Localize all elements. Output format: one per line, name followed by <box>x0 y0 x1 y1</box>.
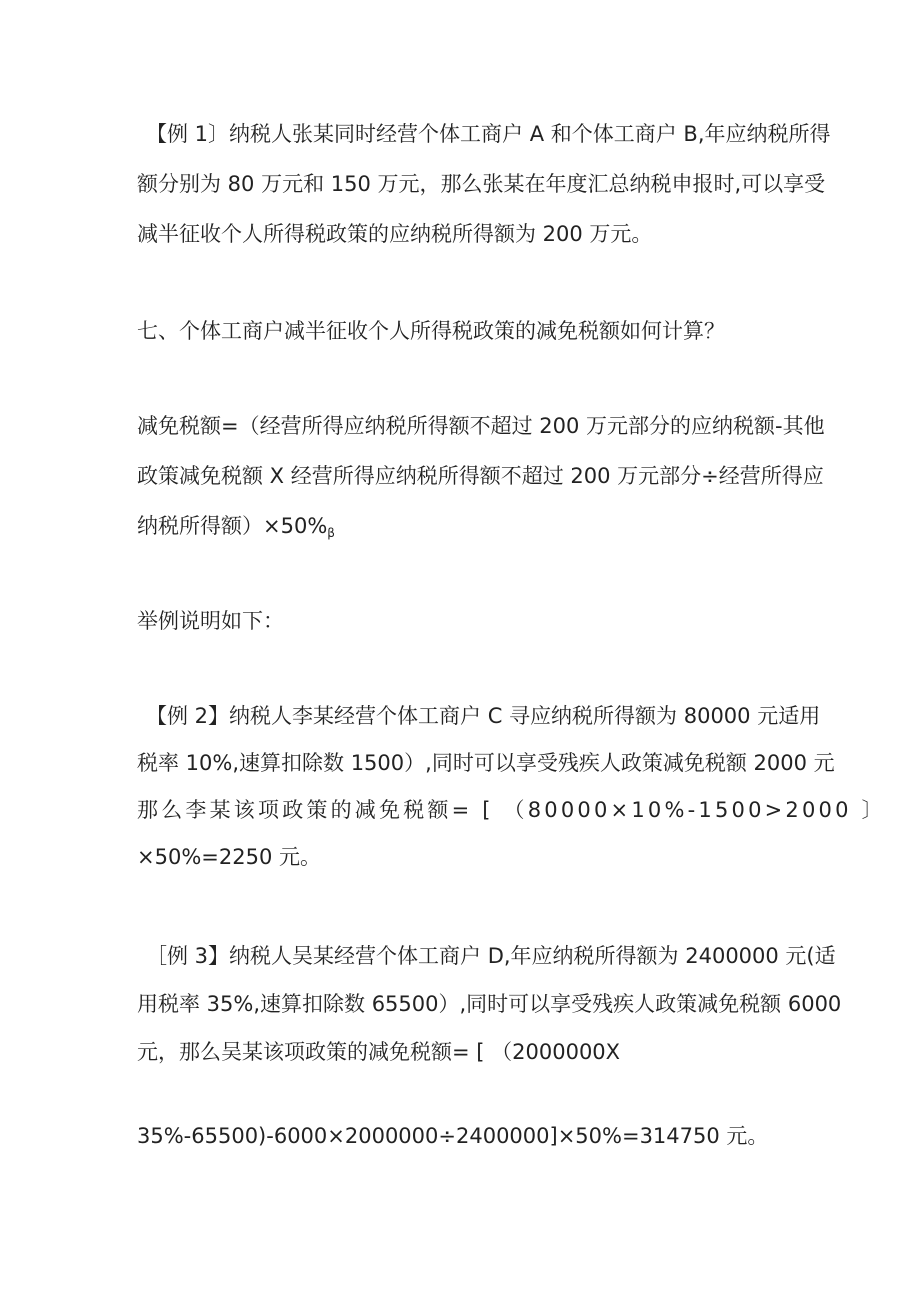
formula-line-3 <box>137 513 335 546</box>
example2-line-2: 税率 10%,速算扣除数 1500）,同时可以享受残疾人政策减免税额 2000 元 <box>137 751 835 775</box>
example1-line-2: 额分别为 80 万元和 150 万元，那么张某在年度汇总纳税申报时,可以享受 <box>137 172 826 196</box>
section-7-heading: 七、个体工商户减半征收个人所得税政策的减免税额如何计算？ <box>137 319 725 343</box>
formula-line-3-text: 纳税所得额）×50% <box>137 514 328 538</box>
example1-line-3: 减半征收个人所得税政策的应纳税所得额为 200 万元。 <box>137 222 653 246</box>
example2-line-4: ×50%=2250 元。 <box>137 845 321 869</box>
intro-text: 举例说明如下： <box>137 609 284 633</box>
formula-subscript: β <box>327 526 335 540</box>
formula-line-2: 政策减免税额 X 经营所得应纳税所得额不超过 200 万元部分÷经营所得应 <box>137 464 824 488</box>
example2-line-1: 【例 2】纳税人李某经营个体工商户 C 寻应纳税所得额为 80000 元适用 <box>146 704 821 728</box>
example3-line-2: 用税率 35%,速算扣除数 65500）,同时可以享受残疾人政策减免税额 6000 <box>137 992 842 1016</box>
example1-line-1: 【例 1〕纳税人张某同时经营个体工商户 A 和个体工商户 B,年应纳税所得 <box>146 122 831 146</box>
example2-line-3: 那么李某该项政策的减免税额= [ （80000×10%-1500>2000 〕 <box>137 798 886 822</box>
example3-line-1: ［例 3】纳税人吴某经营个体工商户 D,年应纳税所得额为 2400000 元(适 <box>146 944 836 968</box>
example3-line-3: 元，那么吴某该项政策的减免税额= [ （2000000X <box>137 1040 621 1064</box>
formula-line-1: 减免税额=（经营所得应纳税所得额不超过 200 万元部分的应纳税额-其他 <box>137 414 825 438</box>
example3-line-4: 35%-65500)-6000×2000000÷2400000]×50%=314750 元。 <box>137 1124 769 1148</box>
